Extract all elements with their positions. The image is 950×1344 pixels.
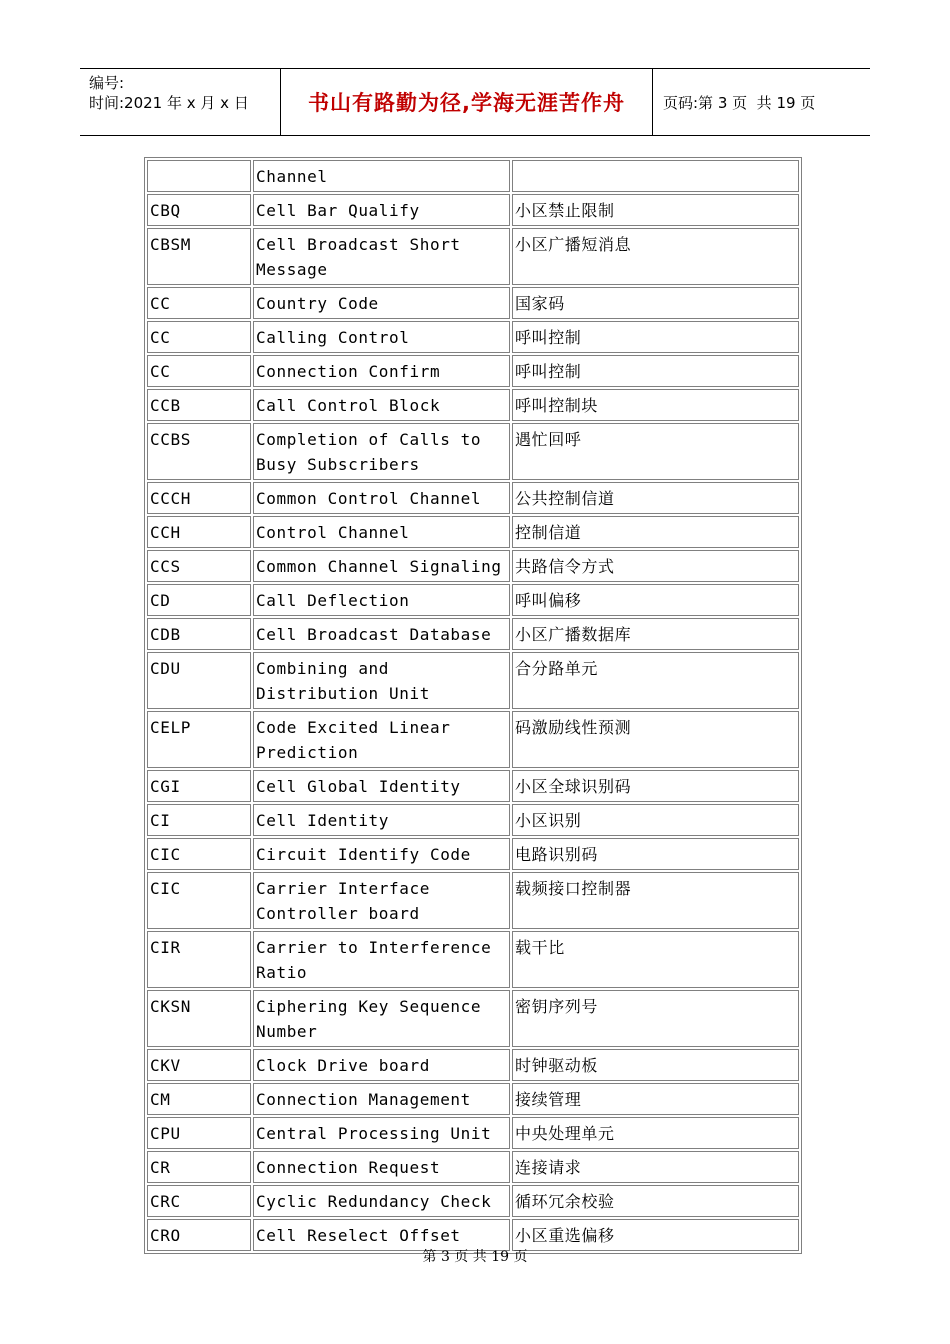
- abbreviation-cell: CKV: [147, 1049, 251, 1081]
- abbreviation-cell: CCH: [147, 516, 251, 548]
- chinese-term-cell: 小区禁止限制: [512, 194, 799, 226]
- english-term-cell: Carrier to Interference Ratio: [253, 931, 510, 988]
- english-term-cell: Connection Request: [253, 1151, 510, 1183]
- table-row: [147, 618, 799, 650]
- chinese-term-cell: 时钟驱动板: [512, 1049, 799, 1081]
- chinese-term-cell: 接续管理: [512, 1083, 799, 1115]
- english-term-cell: Central Processing Unit: [253, 1117, 510, 1149]
- english-term-cell: Clock Drive board: [253, 1049, 510, 1081]
- abbreviation-cell: CKSN: [147, 990, 251, 1047]
- table-row: [147, 711, 799, 768]
- english-term-cell: Cell Global Identity: [253, 770, 510, 802]
- chinese-term-cell: 共路信令方式: [512, 550, 799, 582]
- table-row: [147, 482, 799, 514]
- english-term-cell: Circuit Identify Code: [253, 838, 510, 870]
- table-row: [147, 931, 799, 988]
- english-term-cell: Common Channel Signaling: [253, 550, 510, 582]
- english-term-cell: Connection Confirm: [253, 355, 510, 387]
- header-meta: [80, 69, 281, 135]
- abbreviation-cell: CIR: [147, 931, 251, 988]
- abbreviation-cell: CELP: [147, 711, 251, 768]
- table-row: [147, 516, 799, 548]
- chinese-term-cell: 小区重选偏移: [512, 1219, 799, 1251]
- english-term-cell: Channel: [253, 160, 510, 192]
- table-row: [147, 1083, 799, 1115]
- english-term-cell: Cell Bar Qualify: [253, 194, 510, 226]
- table-row: [147, 838, 799, 870]
- chinese-term-cell: 中央处理单元: [512, 1117, 799, 1149]
- table-row: [147, 990, 799, 1047]
- table-row: [147, 287, 799, 319]
- table-row: [147, 160, 799, 192]
- english-term-cell: Carrier Interface Controller board: [253, 872, 510, 929]
- english-term-cell: Control Channel: [253, 516, 510, 548]
- abbreviation-cell: CI: [147, 804, 251, 836]
- chinese-term-cell: 呼叫控制: [512, 321, 799, 353]
- abbreviation-cell: CC: [147, 287, 251, 319]
- chinese-term-cell: 呼叫控制块: [512, 389, 799, 421]
- table-row: [147, 1185, 799, 1217]
- english-term-cell: Connection Management: [253, 1083, 510, 1115]
- table-row: [147, 550, 799, 582]
- chinese-term-cell: 码激励线性预测: [512, 711, 799, 768]
- abbreviation-cell: [147, 160, 251, 192]
- chinese-term-cell: 小区广播短消息: [512, 228, 799, 285]
- english-term-cell: Ciphering Key Sequence Number: [253, 990, 510, 1047]
- chinese-term-cell: 小区全球识别码: [512, 770, 799, 802]
- document-number-label: 编号:: [89, 74, 125, 92]
- chinese-term-cell: 载干比: [512, 931, 799, 988]
- table-row: [147, 770, 799, 802]
- chinese-term-cell: 电路识别码: [512, 838, 799, 870]
- abbreviation-cell: CC: [147, 321, 251, 353]
- chinese-term-cell: [512, 160, 799, 192]
- table-row: [147, 1049, 799, 1081]
- table-row: [147, 355, 799, 387]
- table-row: [147, 321, 799, 353]
- english-term-cell: Completion of Calls to Busy Subscribers: [253, 423, 510, 480]
- table-row: [147, 804, 799, 836]
- chinese-term-cell: 公共控制信道: [512, 482, 799, 514]
- abbreviation-cell: CPU: [147, 1117, 251, 1149]
- header-page-info: [653, 69, 870, 135]
- abbreviation-cell: CRO: [147, 1219, 251, 1251]
- english-term-cell: Cell Broadcast Short Message: [253, 228, 510, 285]
- abbreviation-cell: CD: [147, 584, 251, 616]
- abbreviation-cell: CDB: [147, 618, 251, 650]
- chinese-term-cell: 国家码: [512, 287, 799, 319]
- glossary-table: [144, 157, 802, 1254]
- english-term-cell: Cell Broadcast Database: [253, 618, 510, 650]
- table-row: [147, 194, 799, 226]
- english-term-cell: Cell Identity: [253, 804, 510, 836]
- english-term-cell: Code Excited Linear Prediction: [253, 711, 510, 768]
- english-term-cell: Combining and Distribution Unit: [253, 652, 510, 709]
- english-term-cell: Common Control Channel: [253, 482, 510, 514]
- chinese-term-cell: 遇忙回呼: [512, 423, 799, 480]
- chinese-term-cell: 呼叫控制: [512, 355, 799, 387]
- chinese-term-cell: 小区广播数据库: [512, 618, 799, 650]
- page-footer: 第 3 页 共 19 页: [422, 1249, 528, 1265]
- abbreviation-cell: CIC: [147, 838, 251, 870]
- abbreviation-cell: CC: [147, 355, 251, 387]
- table-row: [147, 652, 799, 709]
- table-row: [147, 423, 799, 480]
- table-row: [147, 1151, 799, 1183]
- english-term-cell: Calling Control: [253, 321, 510, 353]
- chinese-term-cell: 呼叫偏移: [512, 584, 799, 616]
- document-date: 时间:2021 年 x 月 x 日: [89, 94, 249, 112]
- glossary-table-body: [147, 160, 799, 1251]
- page-header: [80, 68, 870, 136]
- abbreviation-cell: CCCH: [147, 482, 251, 514]
- abbreviation-cell: CCB: [147, 389, 251, 421]
- abbreviation-cell: CCS: [147, 550, 251, 582]
- table-row: [147, 584, 799, 616]
- abbreviation-cell: CGI: [147, 770, 251, 802]
- chinese-term-cell: 循环冗余校验: [512, 1185, 799, 1217]
- chinese-term-cell: 密钥序列号: [512, 990, 799, 1047]
- abbreviation-cell: CBQ: [147, 194, 251, 226]
- abbreviation-cell: CCBS: [147, 423, 251, 480]
- chinese-term-cell: 小区识别: [512, 804, 799, 836]
- english-term-cell: Call Control Block: [253, 389, 510, 421]
- english-term-cell: Call Deflection: [253, 584, 510, 616]
- english-term-cell: Country Code: [253, 287, 510, 319]
- header-page-info-text: 页码:第 3 页 共 19 页: [663, 93, 816, 112]
- table-row: [147, 228, 799, 285]
- table-row: [147, 389, 799, 421]
- abbreviation-cell: CDU: [147, 652, 251, 709]
- abbreviation-cell: CBSM: [147, 228, 251, 285]
- english-term-cell: Cell Reselect Offset: [253, 1219, 510, 1251]
- abbreviation-cell: CR: [147, 1151, 251, 1183]
- abbreviation-cell: CM: [147, 1083, 251, 1115]
- abbreviation-cell: CIC: [147, 872, 251, 929]
- chinese-term-cell: 控制信道: [512, 516, 799, 548]
- header-motto: 书山有路勤为径,学海无涯苦作舟: [281, 69, 653, 135]
- chinese-term-cell: 载频接口控制器: [512, 872, 799, 929]
- table-row: [147, 872, 799, 929]
- abbreviation-cell: CRC: [147, 1185, 251, 1217]
- chinese-term-cell: 连接请求: [512, 1151, 799, 1183]
- english-term-cell: Cyclic Redundancy Check: [253, 1185, 510, 1217]
- table-row: [147, 1117, 799, 1149]
- chinese-term-cell: 合分路单元: [512, 652, 799, 709]
